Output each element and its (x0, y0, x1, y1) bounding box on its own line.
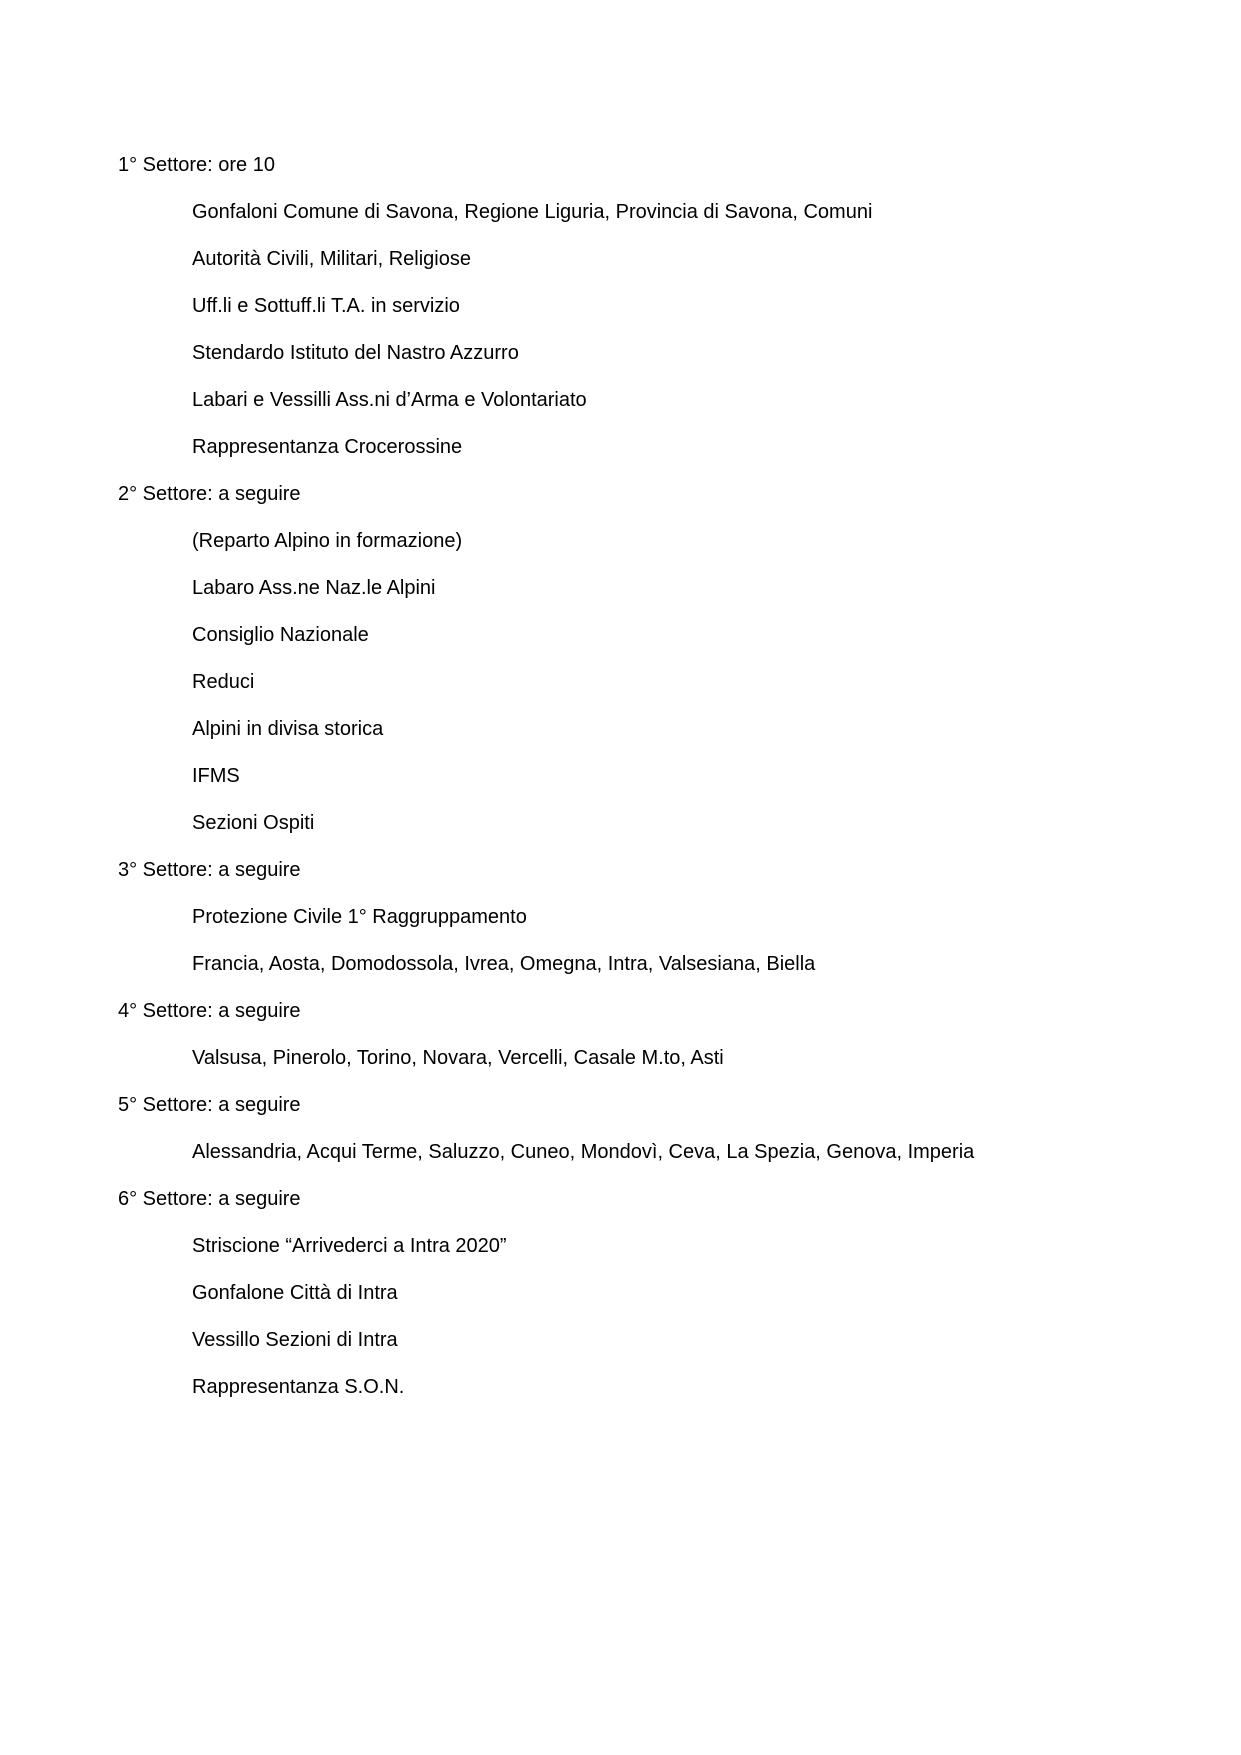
list-item: Labaro Ass.ne Naz.le Alpini (192, 577, 436, 599)
sector-heading: 4° Settore: a seguire (118, 1000, 301, 1022)
list-item: Gonfalone Città di Intra (192, 1282, 398, 1304)
sector-list (118, 142, 1118, 1411)
sector-2 (118, 471, 1118, 847)
sector-heading: 3° Settore: a seguire (118, 859, 301, 881)
sector-heading: 2° Settore: a seguire (118, 483, 301, 505)
sector-6 (118, 1176, 1118, 1411)
sector-heading: 6° Settore: a seguire (118, 1188, 301, 1210)
list-item: Labari e Vessilli Ass.ni d’Arma e Volontariato (192, 389, 587, 411)
list-item: Striscione “Arrivederci a Intra 2020” (192, 1235, 507, 1257)
sector-1 (118, 142, 1118, 471)
list-item: Rappresentanza S.O.N. (192, 1376, 405, 1398)
list-item: Autorità Civili, Militari, Religiose (192, 248, 471, 270)
list-item: Uff.li e Sottuff.li T.A. in servizio (192, 295, 460, 317)
list-item: Valsusa, Pinerolo, Torino, Novara, Vercelli, Casale M.to, Asti (192, 1047, 724, 1069)
list-item: IFMS (192, 765, 240, 787)
sector-items (118, 518, 1118, 847)
sector-5 (118, 1082, 1118, 1176)
list-item: Alpini in divisa storica (192, 718, 384, 740)
list-item: Francia, Aosta, Domodossola, Ivrea, Omegna, Intra, Valsesiana, Biella (192, 953, 816, 975)
sector-items (118, 1223, 1118, 1411)
sector-items (118, 189, 1118, 471)
sector-3 (118, 847, 1118, 988)
list-item: Consiglio Nazionale (192, 624, 369, 646)
list-item: Protezione Civile 1° Raggruppamento (192, 906, 527, 928)
sector-items (118, 1129, 1118, 1176)
list-item: Vessillo Sezioni di Intra (192, 1329, 398, 1351)
sector-heading: 1° Settore: ore 10 (118, 154, 275, 176)
list-item: Sezioni Ospiti (192, 812, 315, 834)
list-item: Alessandria, Acqui Terme, Saluzzo, Cuneo, Mondovì, Ceva, La Spezia, Genova, Imperia (192, 1141, 975, 1163)
sector-4 (118, 988, 1118, 1082)
sector-items (118, 894, 1118, 988)
list-item: Rappresentanza Crocerossine (192, 436, 463, 458)
list-item: Reduci (192, 671, 255, 693)
sector-heading: 5° Settore: a seguire (118, 1094, 301, 1116)
list-item: (Reparto Alpino in formazione) (192, 530, 463, 552)
sector-items (118, 1035, 1118, 1082)
list-item: Stendardo Istituto del Nastro Azzurro (192, 342, 519, 364)
list-item: Gonfaloni Comune di Savona, Regione Liguria, Provincia di Savona, Comuni (192, 201, 873, 223)
